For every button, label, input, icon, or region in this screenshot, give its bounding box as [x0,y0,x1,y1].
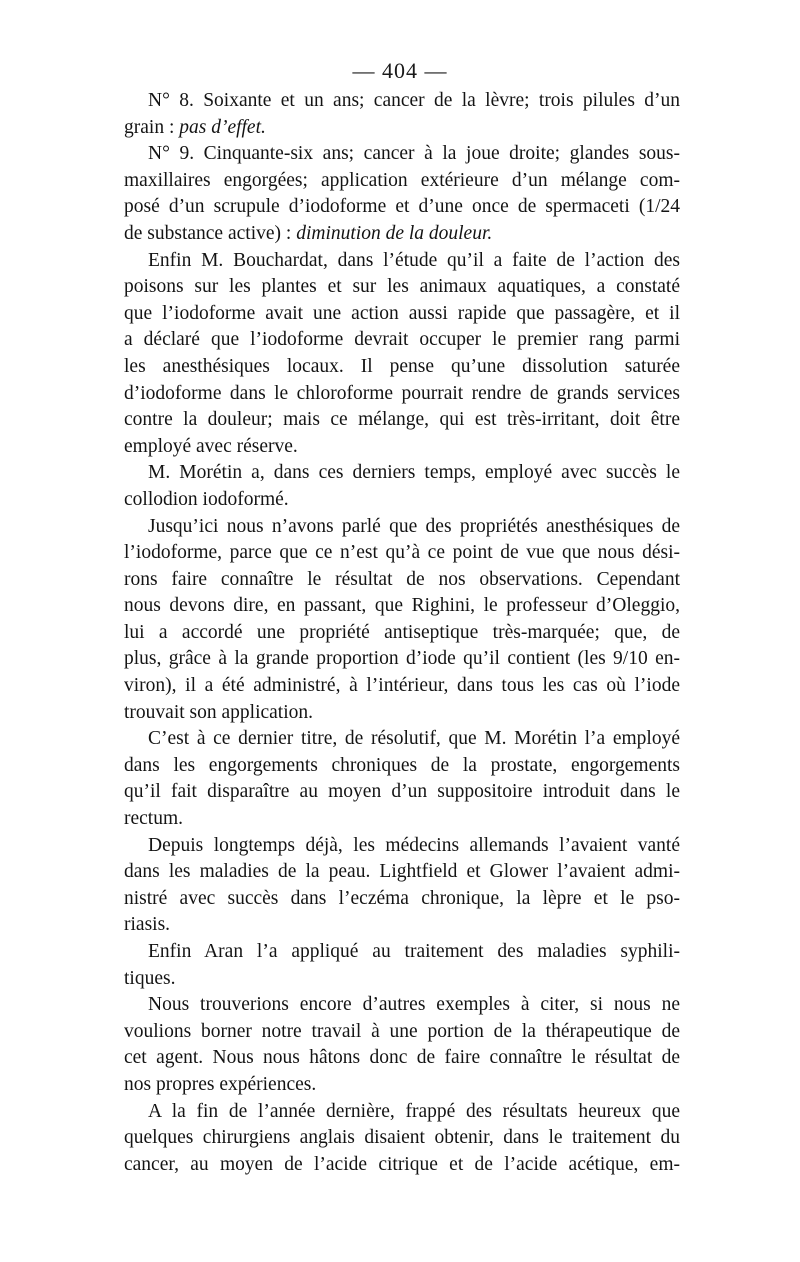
text-run: nos propres expériences. [124,1073,317,1095]
text-run: trouvait son application. [124,701,314,723]
text-run: riasis. [124,914,171,936]
text-line [124,806,680,833]
text-run: Nous trouverions encore d’autres exemples à citer, si nous ne [148,994,680,1016]
text-line [124,434,680,461]
text-run: cet agent. Nous nous hâtons donc de faire connaître le résultat de [124,1047,680,1069]
text-line [124,88,680,115]
text-run: les anesthésiques locaux. Il pense qu’une dissolution saturée [124,355,680,377]
text-line [124,1099,680,1126]
text-run: rectum. [124,808,184,830]
text-run: voulions borner notre travail à une portion de la thérapeutique de [124,1020,680,1042]
text-line [124,966,680,993]
page-body-text [124,88,680,1178]
text-line [124,992,680,1019]
text-line [124,673,680,700]
text-run: a déclaré que l’iodoforme devrait occuper le premier rang parmi [124,329,680,351]
text-line [124,301,680,328]
text-run: contre la douleur; mais ce mélange, qui est très-irritant, doit être [124,409,680,431]
page-number: — 404 — [352,58,448,83]
text-line [124,487,680,514]
text-run: d’iodoforme dans le chloroforme pourrait rendre de grands services [124,382,680,404]
text-run: grain : [124,116,180,138]
text-run: que l’iodoforme avait une action aussi rapide que passagère, et il [124,302,680,324]
text-run: N° 8. Soixante et un ans; cancer de la lèvre; trois pilules d’un [148,90,680,111]
text-line [124,194,680,221]
text-line [124,859,680,886]
text-run: A la fin de l’année dernière, frappé des résultats heureux que [148,1100,680,1122]
text-run: lui a accordé une propriété antiseptique très-marquée; que, de [124,621,680,643]
text-line [124,753,680,780]
text-line [124,1045,680,1072]
text-line [124,274,680,301]
text-line [124,327,680,354]
text-line [124,567,680,594]
text-run: de substance active) : [124,222,297,244]
text-run: C’est à ce dernier titre, de résolutif, que M. Morétin l’a employé [148,728,680,750]
text-run: poisons sur les plantes et sur les animaux aquatiques, a constaté [124,276,680,298]
text-run: viron), il a été administré, à l’intérieur, dans tous les cas où l’iode [124,675,680,697]
text-run: posé d’un scrupule d’iodoforme et d’une once de spermaceti (1/24 [124,196,680,218]
text-run: dans les engorgements chroniques de la prostate, engorgements [124,754,680,776]
text-run: l’iodoforme, parce que ce n’est qu’à ce point de vue que nous dési- [124,542,680,564]
text-line [124,460,680,487]
text-run: rons faire connaître le résultat de nos observations. Cependant [124,568,680,590]
text-run: Enfin Aran l’a appliqué au traitement des maladies syphili- [148,941,680,962]
text-run: qu’il fait disparaître au moyen d’un suppositoire introduit dans le [124,781,680,803]
text-run: quelques chirurgiens anglais disaient obtenir, dans le traitement du [124,1127,680,1149]
text-line [124,221,680,248]
text-run: tiques. [124,967,176,989]
text-line [124,833,680,860]
text-run: Enfin M. Bouchardat, dans l’étude qu’il a faite de l’action des [148,249,680,271]
text-run: cancer, au moyen de l’acide citrique et de l’acide acétique, em- [124,1153,680,1175]
text-line [124,168,680,195]
text-line [124,248,680,275]
text-run: employé avec réserve. [124,435,298,457]
text-line [124,540,680,567]
text-line [124,141,680,168]
text-run: M. Morétin a, dans ces derniers temps, employé avec succès le [148,462,680,484]
text-line [124,115,680,142]
text-run: collodion iodoformé. [124,488,289,510]
text-line [124,912,680,939]
text-line [124,407,680,434]
text-line [124,354,680,381]
text-run: N° 9. Cinquante-six ans; cancer à la joue droite; glandes sous- [148,143,680,165]
text-run: nistré avec succès dans l’eczéma chronique, la lèpre et le pso- [124,887,680,909]
text-line [124,700,680,727]
text-line [124,1072,680,1099]
text-line [124,646,680,673]
text-run: plus, grâce à la grande proportion d’iode qu’il contient (les 9/10 en- [124,648,680,670]
italic-text: pas d’effet. [179,116,266,138]
text-line [124,620,680,647]
text-run: dans les maladies de la peau. Lightfield et Glower l’avaient admi- [124,861,680,883]
text-line [124,593,680,620]
text-run: Jusqu’ici nous n’avons parlé que des propriétés anesthésiques de [148,515,680,537]
text-run: maxillaires engorgées; application extérieure d’un mélange com- [124,169,680,191]
text-line [124,1125,680,1152]
italic-text: diminution de la douleur. [296,222,493,244]
text-run: Depuis longtemps déjà, les médecins allemands l’avaient vanté [148,834,680,856]
text-line [124,779,680,806]
text-line [124,886,680,913]
text-line [124,939,680,966]
text-line [124,1152,680,1179]
text-line [124,726,680,753]
text-line [124,381,680,408]
text-line [124,1019,680,1046]
text-run: nous devons dire, en passant, que Righini, le professeur d’Oleggio, [124,595,680,617]
text-line [124,514,680,541]
